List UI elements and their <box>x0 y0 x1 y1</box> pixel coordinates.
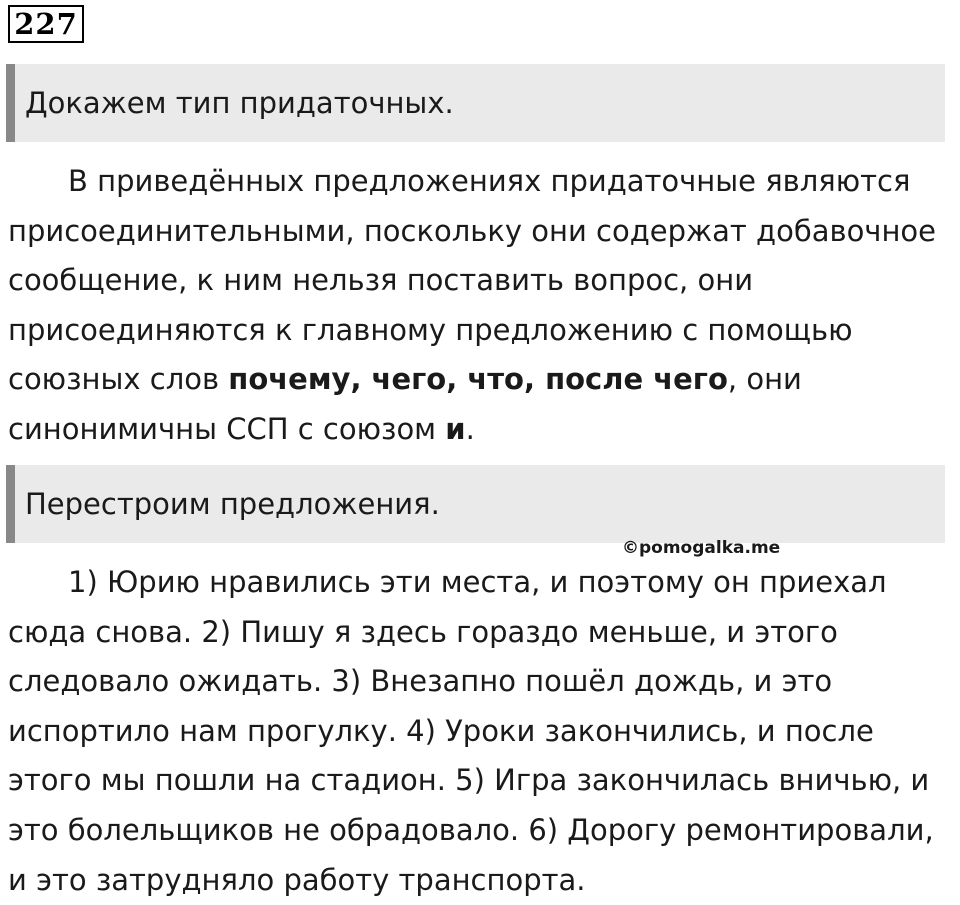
text-line <box>8 405 952 455</box>
text-line <box>8 355 952 405</box>
rebuilt-sentences-paragraph <box>8 558 952 905</box>
section-heading-proof <box>6 64 945 142</box>
text-line: этого мы пошли на стадион. 5) Игра закончилась вничью, и <box>8 763 930 798</box>
bold-conjunctive-words: почему, чего, что, после чего <box>228 362 728 397</box>
text-fragment: синонимичны ССП с союзом <box>8 411 446 446</box>
section-heading-rebuild <box>6 465 945 543</box>
text-line: присоединяются к главному предложению с помощью <box>8 312 853 347</box>
text-line: это болельщиков не обрадовало. 6) Дорогу ремонтировали, <box>8 812 934 847</box>
text-line: 1) Юрию нравились эти места, и поэтому он приехал <box>68 565 887 599</box>
text-line: испортило нам прогулку. 4) Уроки закончились, и после <box>8 713 874 748</box>
text-line: следовало ожидать. 3) Внезапно пошёл дождь, и это <box>8 664 833 699</box>
text-fragment: . <box>465 411 475 446</box>
text-line: сообщение, к ним нельзя поставить вопрос, они <box>8 263 754 298</box>
task-number: 227 <box>8 5 84 43</box>
text-line: сюда снова. 2) Пишу я здесь гораздо меньше, и этого <box>8 614 838 649</box>
section-heading-text: Перестроим предложения. <box>25 487 440 521</box>
explanation-paragraph <box>8 157 952 455</box>
section-heading-text: Докажем тип придаточных. <box>25 86 454 120</box>
text-line: и это затрудняло работу транспорта. <box>8 862 586 897</box>
watermark: ©pomogalka.me <box>622 538 781 558</box>
bold-conjunction: и <box>445 411 466 446</box>
text-fragment: , они <box>727 362 802 397</box>
text-line: присоединительными, поскольку они содержат добавочное <box>8 213 936 248</box>
text-line: В приведённых предложениях придаточные являются <box>68 164 911 198</box>
text-fragment: союзных слов <box>8 362 229 397</box>
